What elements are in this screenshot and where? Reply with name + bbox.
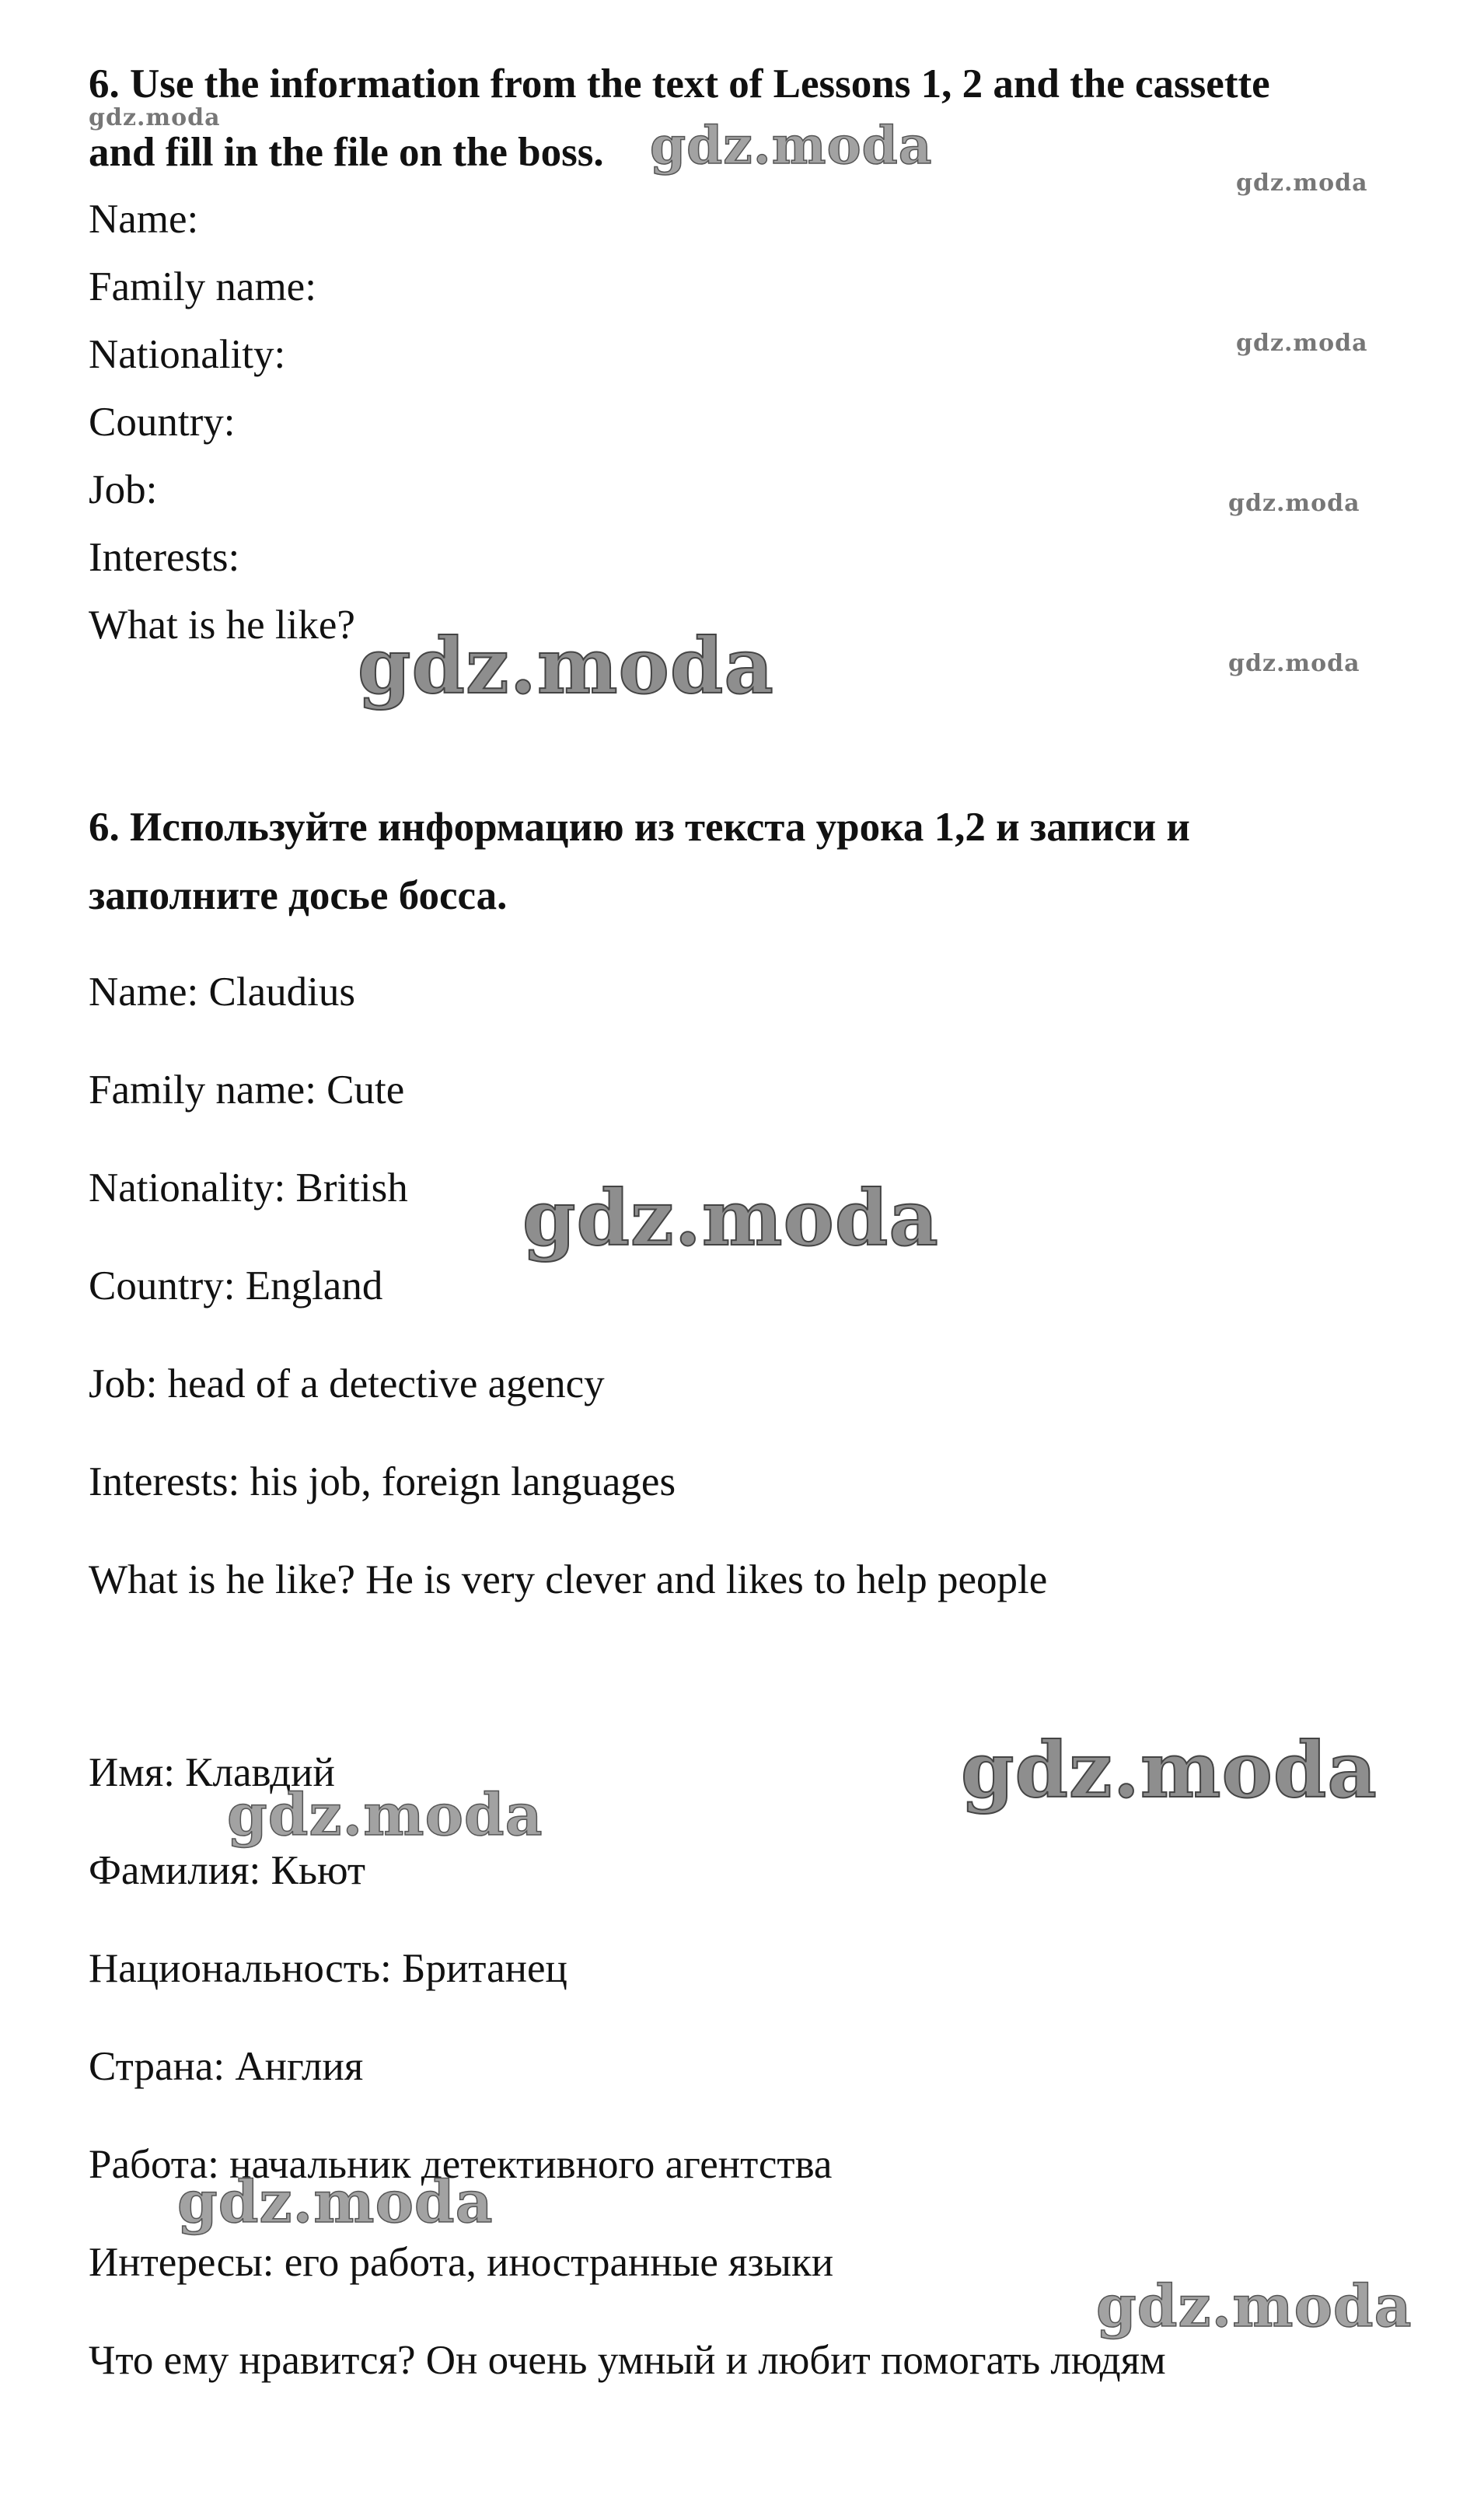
answer-en-what-is-he-like: What is he like? He is very clever and likes to help people [89, 1557, 1048, 1602]
watermark: gdz.moda [1228, 650, 1360, 677]
field-interests: Interests: [89, 535, 240, 580]
watermark: gdz.moda [1228, 490, 1360, 517]
answer-ru-job: Работа: начальник детективного агентства [89, 2142, 833, 2187]
answer-en-nationality: Nationality: British [89, 1165, 408, 1211]
answer-en-country: Country: England [89, 1263, 383, 1308]
answer-ru-what-is-he-like: Что ему нравится? Он очень умный и любит помогать людям [89, 2338, 1166, 2383]
watermark: gdz.moda [650, 115, 933, 176]
answer-ru-nationality: Национальность: Британец [89, 1946, 567, 1991]
watermark: gdz.moda [1236, 169, 1368, 197]
answer-ru-family-name: Фамилия: Кьют [89, 1848, 366, 1893]
watermark: gdz.moda [961, 1726, 1378, 1815]
watermark: gdz.moda [89, 104, 221, 131]
task-heading-en-line1: 6. Use the information from the text of Lessons 1, 2 and the cassette [89, 61, 1270, 107]
field-nationality: Nationality: [89, 332, 286, 377]
watermark: gdz.moda [1236, 330, 1368, 357]
task-heading-ru-line1: 6. Используйте информацию из текста урока 1,2 и записи и [89, 805, 1190, 850]
field-name: Name: [89, 197, 199, 242]
task-heading-ru-line2: заполните досье босса. [89, 873, 508, 918]
task-heading-en-line2: and fill in the file on the boss. [89, 130, 604, 175]
answer-ru-country: Страна: Англия [89, 2044, 364, 2089]
answer-ru-interests: Интересы: его работа, иностранные языки [89, 2240, 834, 2285]
answer-en-family-name: Family name: Cute [89, 1067, 405, 1113]
watermark: gdz.moda [358, 622, 774, 711]
field-family-name: Family name: [89, 264, 316, 309]
answer-en-interests: Interests: his job, foreign languages [89, 1459, 676, 1504]
field-job: Job: [89, 467, 158, 512]
answer-en-job: Job: head of a detective agency [89, 1361, 605, 1406]
field-country: Country: [89, 400, 236, 445]
answer-ru-name: Имя: Клавдий [89, 1750, 335, 1795]
watermark: gdz.moda [227, 1782, 543, 1849]
answer-en-name: Name: Claudius [89, 970, 355, 1015]
watermark: gdz.moda [177, 2169, 494, 2236]
field-what-is-he-like: What is he like? [89, 603, 355, 648]
watermark: gdz.moda [522, 1174, 939, 1263]
watermark: gdz.moda [1096, 2273, 1412, 2340]
